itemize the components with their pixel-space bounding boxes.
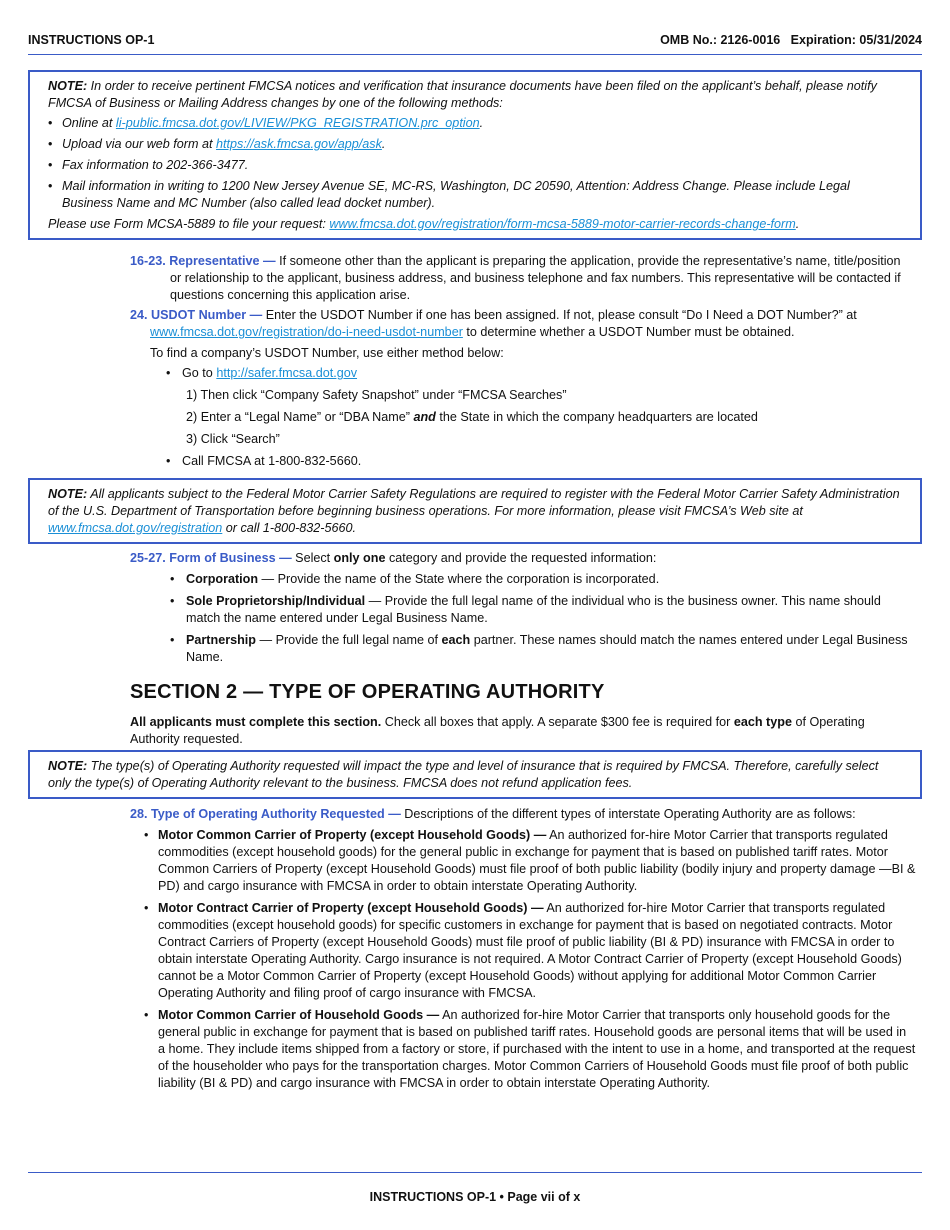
item-number: 24. USDOT Number — <box>130 308 263 322</box>
list-item: • Online at li-public.fmcsa.dot.gov/LIVIEW/PKG_REGISTRATION.prc_option. <box>62 115 902 132</box>
methods-list <box>48 115 902 212</box>
step-3: 3) Click “Search” <box>186 432 280 446</box>
list-item: • Go to http://safer.fmcsa.dot.gov <box>166 365 910 382</box>
note-label: NOTE: <box>48 759 88 773</box>
safer-link[interactable]: http://safer.fmcsa.dot.gov <box>216 366 358 380</box>
page-footer <box>28 1172 922 1204</box>
note-address-changes <box>28 70 922 240</box>
step-2: 2) Enter a “Legal Name” or “DBA Name” and the State in which the company headquarters are located <box>186 410 758 424</box>
list-item: • Mail information in writing to 1200 New Jersey Avenue SE, MC-RS, Washington, DC 20590, Attention: Address Change. Please include Legal Business Name and MC Number (also called lead docket number). <box>62 178 902 212</box>
registration-link[interactable]: www.fmcsa.dot.gov/registration <box>48 521 223 535</box>
footer-text: INSTRUCTIONS OP-1 • Page vii of x <box>369 1190 581 1204</box>
step-1: 1) Then click “Company Safety Snapshot” under “FMCSA Searches” <box>186 388 567 402</box>
instructions-section-1 <box>130 253 910 475</box>
instructions-section-3 <box>130 806 916 1097</box>
item-16-23: 16-23. Representative — If someone other than the applicant is preparing the application, provide the representative’s name, title/position or relationship to the applicant, business address, and business telephone and fax numbers. This representative will be contacted if questions concerning this application arise. <box>130 254 901 302</box>
list-item: • Fax information to 202-366-3477. <box>62 157 902 174</box>
section-2-lead: All applicants must complete this section. Check all boxes that apply. A separate $300 fee is required for each type of Operating Authority requested. <box>130 715 865 746</box>
item-24: 24. USDOT Number — Enter the USDOT Number if one has been assigned. If not, please consult “Do I Need a DOT Number?” at www.fmcsa.dot.gov/registration/do-i-need-usdot-number to determine whether a USDOT Number must be obtained. <box>130 308 857 339</box>
item-28: 28. Type of Operating Authority Requested — Descriptions of the different types of interstate Operating Authority are as follows: <box>130 807 856 821</box>
list-item: • Motor Common Carrier of Property (except Household Goods) — An authorized for-hire Motor Carrier that transports regulated commodities (except household goods) for the general public in exchange for payment that is based on published tariff rates. Motor Common Carriers of Property (except Household Goods) must file proof of both public liability (bodily injury and property damage —BI & PD) and cargo insurance with FMCSA in order to obtain interstate Operating Authority. <box>130 827 916 895</box>
section-2-title: SECTION 2 — TYPE OF OPERATING AUTHORITY <box>130 681 605 703</box>
form-5889-link[interactable]: www.fmcsa.dot.gov/registration/form-mcsa-5889-motor-carrier-records-change-form <box>329 217 796 231</box>
find-usdot-intro: To find a company’s USDOT Number, use either method below: <box>150 346 504 360</box>
note-closing: Please use Form MCSA-5889 to file your request: www.fmcsa.dot.gov/registration/form-mcsa-5889-motor-carrier-records-change-form. <box>48 217 800 231</box>
note-label: NOTE: <box>48 487 88 501</box>
item-number: 16-23. Representative — <box>130 254 276 268</box>
web-form-link[interactable]: https://ask.fmcsa.gov/app/ask <box>216 137 382 151</box>
note-label: NOTE: <box>48 79 88 93</box>
list-item: • Corporation — Provide the name of the State where the corporation is incorporated. <box>170 571 910 588</box>
item-25-27: 25-27. Form of Business — Select only one category and provide the requested information: <box>130 551 657 565</box>
list-item: • Sole Proprietorship/Individual — Provide the full legal name of the individual who is the business owner. This name should match the name entered under Legal Business Name. <box>170 593 910 627</box>
list-item: • Motor Contract Carrier of Property (except Household Goods) — An authorized for-hire Motor Carrier that transports regulated commodities (except household goods) for specific customers in exchange for payment that is based on negotiated contracts. Motor Contract Carriers of Property (except Household Goods) must file proof of public liability (BI & PD) insurance with FMCSA in order to obtain interstate Operating Authority. Cargo insurance is not required. A Motor Contract Carrier of Property (except Household Goods) cannot be a Motor Common Carrier of Property (except Household Goods) without applying for additional Motor Common Carrier Operating Authority and filing proof of cargo insurance with FMCSA. <box>130 900 916 1002</box>
note-text: In order to receive pertinent FMCSA notices and verification that insurance documents have been filed on the applicant’s behalf, please notify FMCSA of Business or Mailing Address changes by one of the following methods: <box>48 79 877 110</box>
form-id: INSTRUCTIONS OP-1 <box>28 33 155 47</box>
list-item: • Partnership — Provide the full legal name of each partner. These names should match the names entered under Legal Business Name. <box>170 632 910 666</box>
online-link[interactable]: li-public.fmcsa.dot.gov/LIVIEW/PKG_REGISTRATION.prc_option <box>115 116 480 130</box>
list-item: • Call FMCSA at 1-800-832-5660. <box>166 453 910 470</box>
item-number: 25-27. Form of Business — <box>130 551 292 565</box>
note-registration: NOTE: All applicants subject to the Federal Motor Carrier Safety Regulations are required to register with the Federal Motor Carrier Safety Administration of the U.S. Department of Transportation before beginning business operations. For more information, please visit FMCSA’s Web site at www.fmcsa.dot.gov/registration or call 1-800-832-5660. <box>28 478 922 544</box>
instructions-section-2 <box>130 550 910 748</box>
list-item: • Motor Common Carrier of Household Goods — An authorized for-hire Motor Carrier that transports only household goods for the general public in exchange for payment that is based on published tariff rates. Household goods are personal items that will be used in a home. They include items shipped from a factory or store, if purchased with the intent to use in a home, and transported at the request of the householder who pays for the transportation charges. Motor Common Carriers of Household Goods must file proof of both public liability (BI & PD) and cargo insurance with FMCSA in order to obtain interstate Operating Authority. <box>130 1007 916 1092</box>
usdot-link[interactable]: www.fmcsa.dot.gov/registration/do-i-need-usdot-number <box>150 325 463 339</box>
omb-expiration: OMB No.: 2126-0016 Expiration: 05/31/2024 <box>660 33 922 47</box>
list-item: • Upload via our web form at https://ask.fmcsa.gov/app/ask. <box>62 136 902 153</box>
page-header <box>28 28 922 55</box>
item-number: 28. Type of Operating Authority Requested — <box>130 807 401 821</box>
note-insurance: NOTE: The type(s) of Operating Authority requested will impact the type and level of insurance that is required by FMCSA. Therefore, carefully select only the type(s) of Operating Authority relevant to the business. FMCSA does not refund application fees. <box>28 750 922 799</box>
